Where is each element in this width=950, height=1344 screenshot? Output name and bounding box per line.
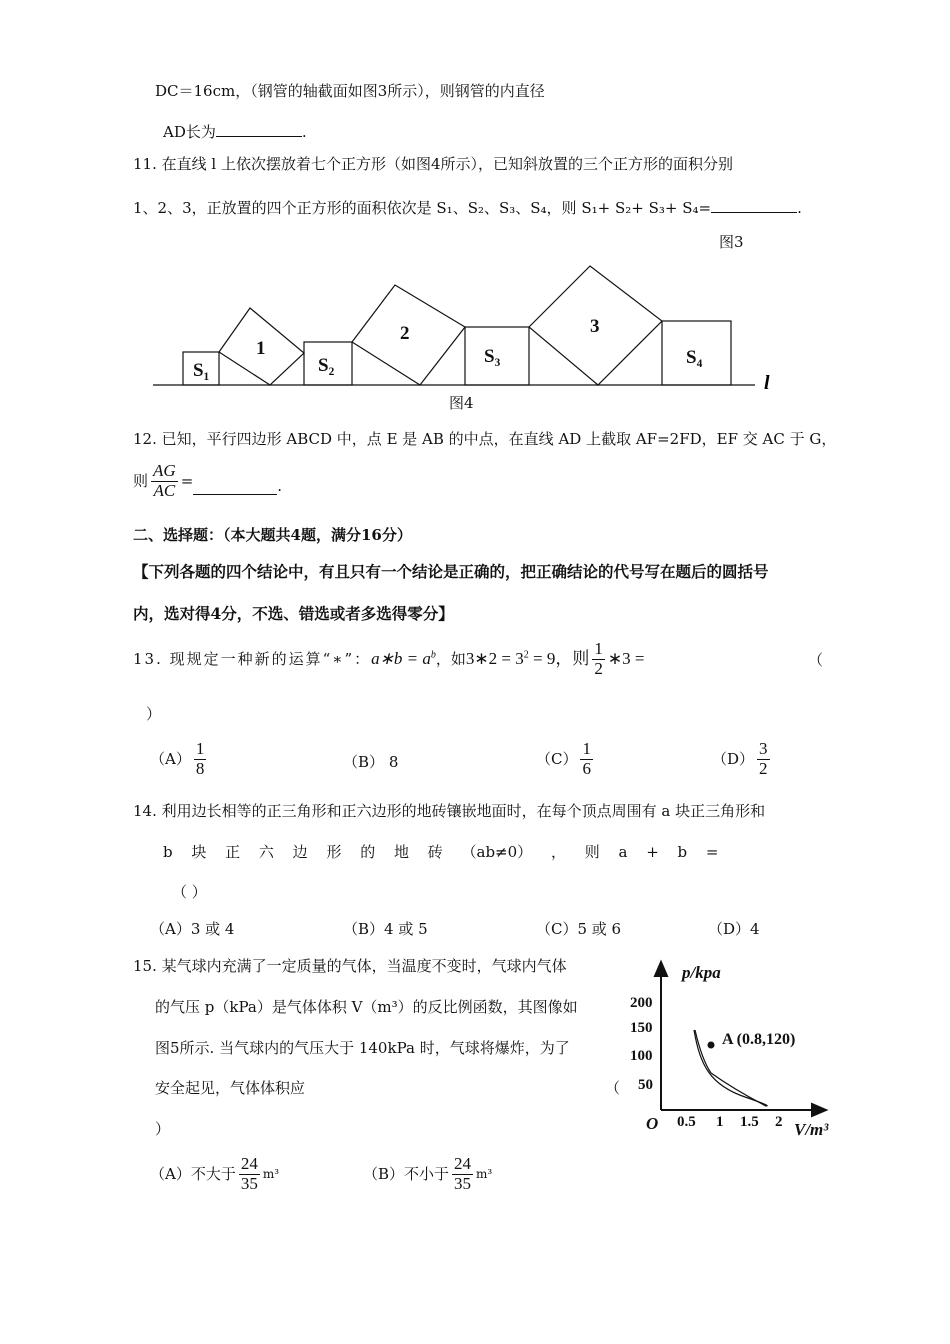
q13-option-a[interactable] xyxy=(150,740,209,778)
q13-stem-text: 13. 现规定一种新的运算“∗”： xyxy=(133,650,372,669)
q15-a-den: 35 xyxy=(240,1173,258,1193)
q15-option-a[interactable] xyxy=(150,1155,279,1193)
q13-def xyxy=(371,649,436,669)
q11-answer-blank[interactable] xyxy=(711,198,797,213)
q12-prefix: 则 xyxy=(133,472,149,491)
q14-option-b[interactable]: （B）4 或 5 xyxy=(343,920,428,938)
x-tick-15: 1.5 xyxy=(740,1114,759,1130)
q13-stem xyxy=(133,640,644,678)
q10-line2 xyxy=(163,122,307,141)
q13-example xyxy=(466,649,589,669)
label-s2: S₂ xyxy=(318,355,335,376)
label-line-l: l xyxy=(764,372,770,394)
q15-paren-close: ） xyxy=(155,1120,171,1138)
q12-line2 xyxy=(133,462,282,500)
q13-option-c-label: （C） xyxy=(536,750,578,769)
y-axis-label: p/kpa xyxy=(682,963,721,982)
fig4-caption: 图4 xyxy=(449,394,474,412)
section2-title: 二、选择题：（本大题共4题，满分16分） xyxy=(133,526,412,544)
q13-c-den: 6 xyxy=(582,758,591,778)
curve-lower xyxy=(711,1073,766,1106)
q11-end: . xyxy=(797,199,802,217)
q15-b-den: 35 xyxy=(454,1173,472,1193)
q13-paren-close: ） xyxy=(146,705,162,723)
q15-option-b-label: （B）不小于 xyxy=(363,1165,450,1184)
x-tick-1: 1 xyxy=(716,1114,724,1130)
q13-half xyxy=(592,640,605,678)
q12-frac-num: AG xyxy=(153,461,176,480)
q13-a-den: 8 xyxy=(195,758,205,778)
q13-option-d[interactable] xyxy=(712,740,773,778)
q14-option-c[interactable]: （C）5 或 6 xyxy=(536,920,622,938)
q13-tail: ∗3 = xyxy=(607,648,645,668)
curve-top xyxy=(695,1030,711,1073)
x-axis-arrow xyxy=(812,1104,826,1116)
y-tick-100: 100 xyxy=(630,1048,653,1064)
q15-line2: 的气压 p（kPa）是气体体积 V（m³）的反比例函数，其图像如 xyxy=(155,998,578,1016)
q12-end: . xyxy=(277,477,283,496)
point-a-label: A (0.8,120) xyxy=(722,1031,796,1048)
q13-a-num: 1 xyxy=(195,739,205,758)
section2-note2: 内，选对得4分，不选、错选或者多选得零分】 xyxy=(133,604,454,623)
x-tick-05: 0.5 xyxy=(677,1114,696,1130)
q15-paren-open: （ xyxy=(605,1079,621,1097)
label-tilted-2: 2 xyxy=(400,323,410,344)
label-tilted-3: 3 xyxy=(590,316,600,337)
q11-text: 1、2、3，正放置的四个正方形的面积依次是 S₁、S₂、S₃、S₄，则 S₁+ S₂+ S₃+ S₄= xyxy=(133,199,712,217)
q13-option-b[interactable] xyxy=(343,753,398,771)
q13-c-num: 1 xyxy=(582,739,591,758)
q15-line1: 15. 某气球内充满了一定质量的气体，当温度不变时，气球内气体 xyxy=(133,957,567,975)
y-axis-arrow xyxy=(655,962,667,976)
q13-d-den: 2 xyxy=(759,758,768,778)
q13-option-d-label: （D） xyxy=(712,750,755,769)
q13-def-text: a∗b = a xyxy=(371,648,431,668)
figure-5-graph xyxy=(620,955,850,1140)
q13-b-val: 8 xyxy=(388,753,399,771)
q15-b-num: 24 xyxy=(454,1154,472,1173)
q15-line4: 安全起见，气体体积应 xyxy=(155,1079,306,1097)
q15-a-unit: m³ xyxy=(262,1166,280,1181)
origin-label: O xyxy=(646,1114,659,1133)
q12-eq: = xyxy=(180,472,194,491)
figure-4-squares xyxy=(145,258,795,398)
y-tick-150: 150 xyxy=(630,1020,653,1036)
q13-option-b-label: （B） xyxy=(343,753,385,771)
q14-option-a[interactable]: （A）3 或 4 xyxy=(150,920,235,938)
label-s4: S₄ xyxy=(686,347,703,368)
q15-b-unit: m³ xyxy=(476,1166,493,1181)
label-tilted-1: 1 xyxy=(256,338,266,359)
q14-line2: b 块 正 六 边 形 的 地 砖 （ab≠0） ， 则 a + b = xyxy=(163,843,719,861)
label-s1: S₁ xyxy=(193,360,210,381)
q14-paren: （ ） xyxy=(172,883,207,901)
q12-fraction xyxy=(151,462,178,500)
q13-ex-post: = 9，则 xyxy=(528,648,590,668)
y-tick-50: 50 xyxy=(638,1077,653,1093)
q13-ex-text: 3∗2 = 3 xyxy=(465,648,524,668)
q13-half-num: 1 xyxy=(594,639,603,658)
q13-half-den: 2 xyxy=(594,658,603,678)
q12-answer-blank[interactable] xyxy=(193,480,277,495)
q13-def-exp: b xyxy=(430,649,436,661)
q13-option-a-label: （A） xyxy=(150,750,191,769)
x-axis-label: V/m³ xyxy=(794,1120,829,1139)
q11-line1: 11. 在直线 l 上依次摆放着七个正方形（如图4所示），已知斜放置的三个正方形的面积分别 xyxy=(133,155,734,173)
x-tick-2: 2 xyxy=(775,1114,783,1130)
q11-line2 xyxy=(133,198,802,217)
q14-line1: 14. 利用边长相等的正三角形和正六边形的地砖镶嵌地面时，在每个顶点周围有 a 块正三角形和 xyxy=(133,802,766,820)
fig3-caption: 图3 xyxy=(719,233,744,251)
point-a xyxy=(708,1042,715,1049)
y-tick-200: 200 xyxy=(630,995,653,1011)
q10-answer-blank[interactable] xyxy=(216,122,302,137)
q15-line3: 图5所示. 当气球内的气压大于 140kPa 时，气球将爆炸，为了 xyxy=(155,1039,570,1057)
q10-prefix: AD长为 xyxy=(163,123,216,141)
q10-line1: DC＝16cm，（钢管的轴截面如图3所示），则钢管的内直径 xyxy=(155,82,545,100)
label-s3: S₃ xyxy=(484,346,501,367)
q13-d-num: 3 xyxy=(759,739,768,758)
q15-a-num: 24 xyxy=(240,1154,258,1173)
q14-option-d[interactable]: （D）4 xyxy=(708,920,760,938)
q13-option-c[interactable] xyxy=(536,740,596,778)
q10-end: . xyxy=(301,123,307,141)
q15-option-b[interactable] xyxy=(363,1155,492,1193)
section2-note1: 【下列各题的四个结论中，有且只有一个结论是正确的，把正确结论的代号写在题后的圆括号 xyxy=(133,562,769,581)
q12-line1: 12. 已知，平行四边形 ABCD 中，点 E 是 AB 的中点，在直线 AD 上截取 AF=2FD，EF 交 AC 于 G， xyxy=(133,430,837,448)
q12-frac-den: AC xyxy=(153,480,176,500)
q13-paren-open: （ xyxy=(808,651,824,669)
q13-ex-exp: 2 xyxy=(523,649,529,661)
q15-option-a-label: （A）不大于 xyxy=(150,1165,236,1184)
q13-ex-pre: ，如 xyxy=(435,650,466,669)
